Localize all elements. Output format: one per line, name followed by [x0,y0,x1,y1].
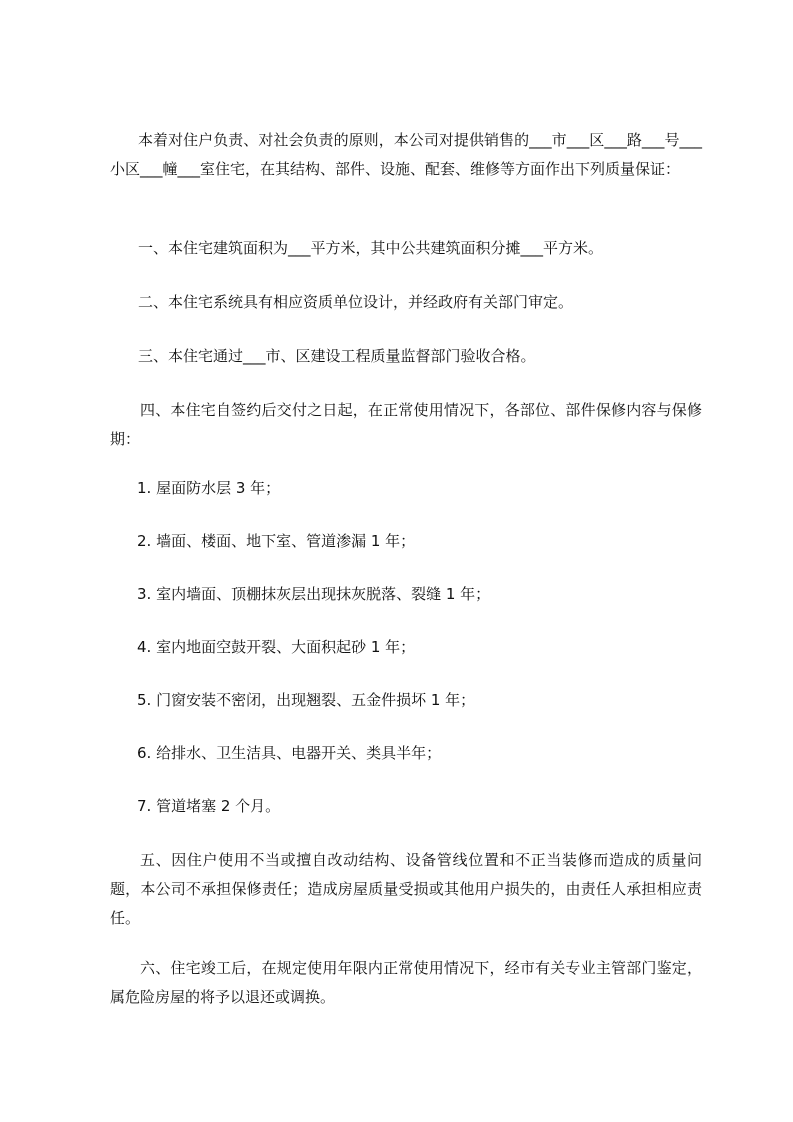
clause-2: 二、本住宅系统具有相应资质单位设计，并经政府有关部门审定。 [138,293,574,311]
warranty-item: 4. 室内地面空鼓开裂、大面积起砂 1 年； [137,638,416,656]
clause-5: 五、因住户使用不当或擅自改动结构、设备管线位置和不正当装修而造成的质量问题，本公司不承担保修责任；造成房屋质量受损或其他用户损失的，由责任人承担相应责任。 [110,851,702,927]
warranty-item: 3. 室内墙面、顶棚抹灰层出现抹灰脱落、裂缝 1 年； [137,585,491,603]
warranty-item: 6. 给排水、卫生洁具、电器开关、类具半年； [137,744,442,762]
warranty-item: 1. 屋面防水层 3 年； [137,479,281,497]
clause-3: 三、本住宅通过___市、区建设工程质量监督部门验收合格。 [138,347,536,365]
warranty-item: 2. 墙面、楼面、地下室、管道渗漏 1 年； [137,532,416,550]
warranty-item: 5. 门窗安装不密闭，出现翘裂、五金件损坏 1 年； [137,691,476,709]
intro-paragraph: 本着对住户负责、对社会负责的原则，本公司对提供销售的___市___区___路___号___小区___幢___室住宅，在其结构、部件、设施、配套、维修等方面作出下列质量保证： [110,131,702,178]
clause-4: 四、本住宅自签约后交付之日起，在正常使用情况下，各部位、部件保修内容与保修期： [110,401,702,448]
warranty-item: 7. 管道堵塞 2 个月。 [137,797,281,815]
clause-6: 六、住宅竣工后，在规定使用年限内正常使用情况下，经市有关专业主管部门鉴定，属危险房屋的将予以退还或调换。 [110,959,702,1006]
clause-1: 一、本住宅建筑面积为___平方米，其中公共建筑面积分摊___平方米。 [138,239,604,257]
